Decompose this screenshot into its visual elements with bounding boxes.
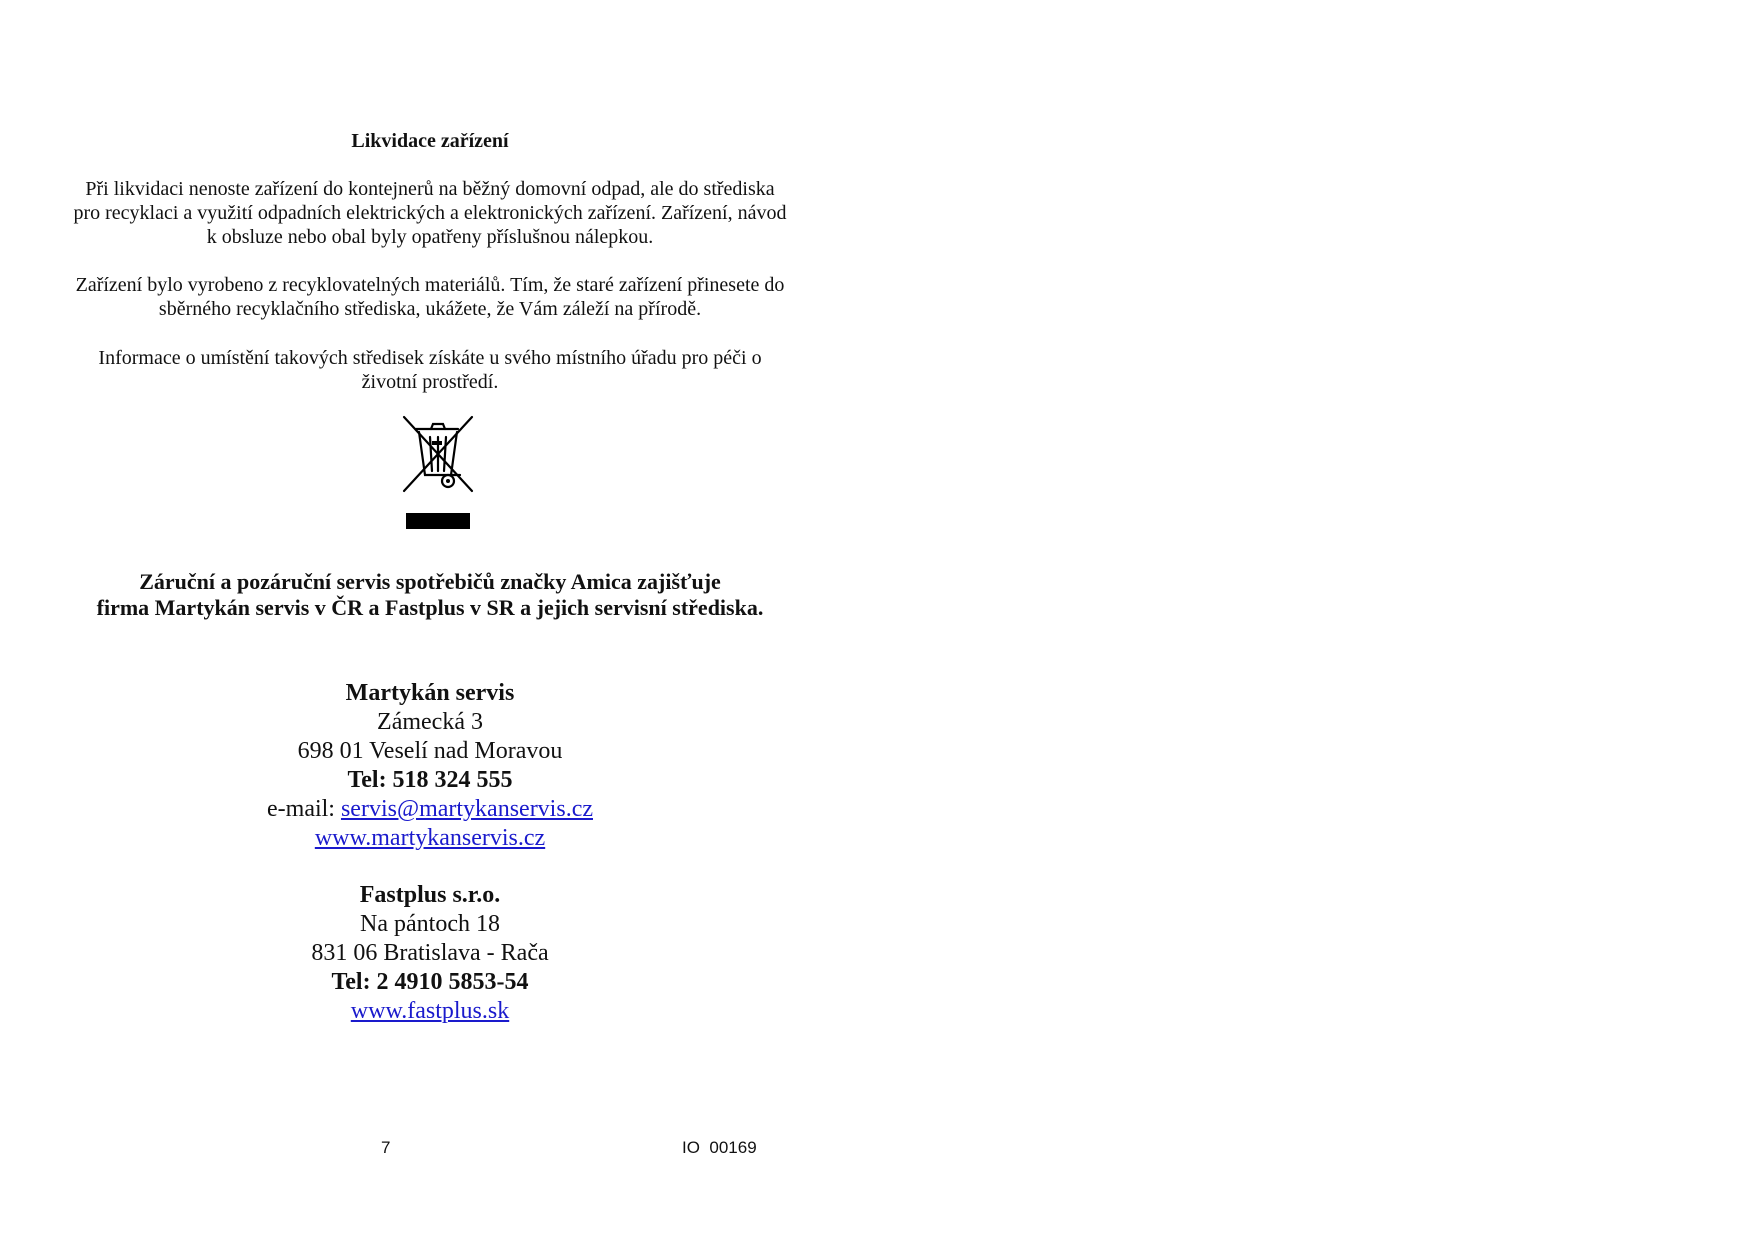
disposal-heading: Likvidace zařízení <box>351 130 509 152</box>
paragraph-line: Při likvidaci nenoste zařízení do kontejnerů na běžný domovní odpad, ale do střediska <box>85 178 775 200</box>
disposal-paragraph-3 <box>50 346 810 394</box>
paragraph-line: pro recyklaci a využití odpadních elektrických a elektronických zařízení. Zařízení, návod <box>73 202 787 224</box>
fastplus-contact-block <box>50 881 810 1026</box>
paragraph-line: k obsluze nebo obal byly opatřeny příslušnou nálepkou. <box>206 226 654 248</box>
address-city: 831 06 Bratislava - Rača <box>311 940 549 966</box>
disposal-paragraph-1 <box>50 177 810 249</box>
paragraph-line: Zařízení bylo vyrobeno z recyklovatelných materiálů. Tím, že staré zařízení přinesete do <box>75 274 785 296</box>
company-name: Fastplus s.r.o. <box>359 882 501 908</box>
service-note-line: firma Martykán servis v ČR a Fastplus v SR a jejich servisní střediska. <box>96 595 764 620</box>
address-street: Na pántoch 18 <box>360 911 500 937</box>
paragraph-line: Informace o umístění takových středisek získáte u svého místního úřadu pro péči o <box>98 347 762 369</box>
page-number: 7 <box>381 1138 391 1157</box>
company-name: Martykán servis <box>345 680 515 706</box>
website-line <box>50 824 810 853</box>
document-code: IO 00169 <box>682 1138 757 1157</box>
service-note-line: Záruční a pozáruční servis spotřebičů značky Amica zajišťuje <box>139 569 721 594</box>
phone-number: Tel: 518 324 555 <box>347 767 513 793</box>
paragraph-line: životní prostředí. <box>361 371 499 393</box>
email-line <box>50 795 810 824</box>
website-link[interactable]: www.martykanservis.cz <box>314 825 546 851</box>
service-note <box>50 569 810 621</box>
email-link[interactable]: servis@martykanservis.cz <box>340 796 593 822</box>
address-city: 698 01 Veselí nad Moravou <box>297 738 563 764</box>
phone-number: Tel: 2 4910 5853-54 <box>331 969 529 995</box>
paragraph-line: sběrného recyklačního střediska, ukážete, že Vám záleží na přírodě. <box>158 298 702 320</box>
website-link[interactable]: www.fastplus.sk <box>350 998 510 1024</box>
website-line <box>50 997 810 1026</box>
email-label: e-mail: <box>267 796 341 822</box>
martykan-contact-block <box>50 679 810 853</box>
disposal-paragraph-2 <box>50 273 810 321</box>
address-street: Zámecká 3 <box>377 709 483 735</box>
document-page <box>50 0 810 1240</box>
crossed-out-wheelie-bin-icon <box>400 415 476 531</box>
